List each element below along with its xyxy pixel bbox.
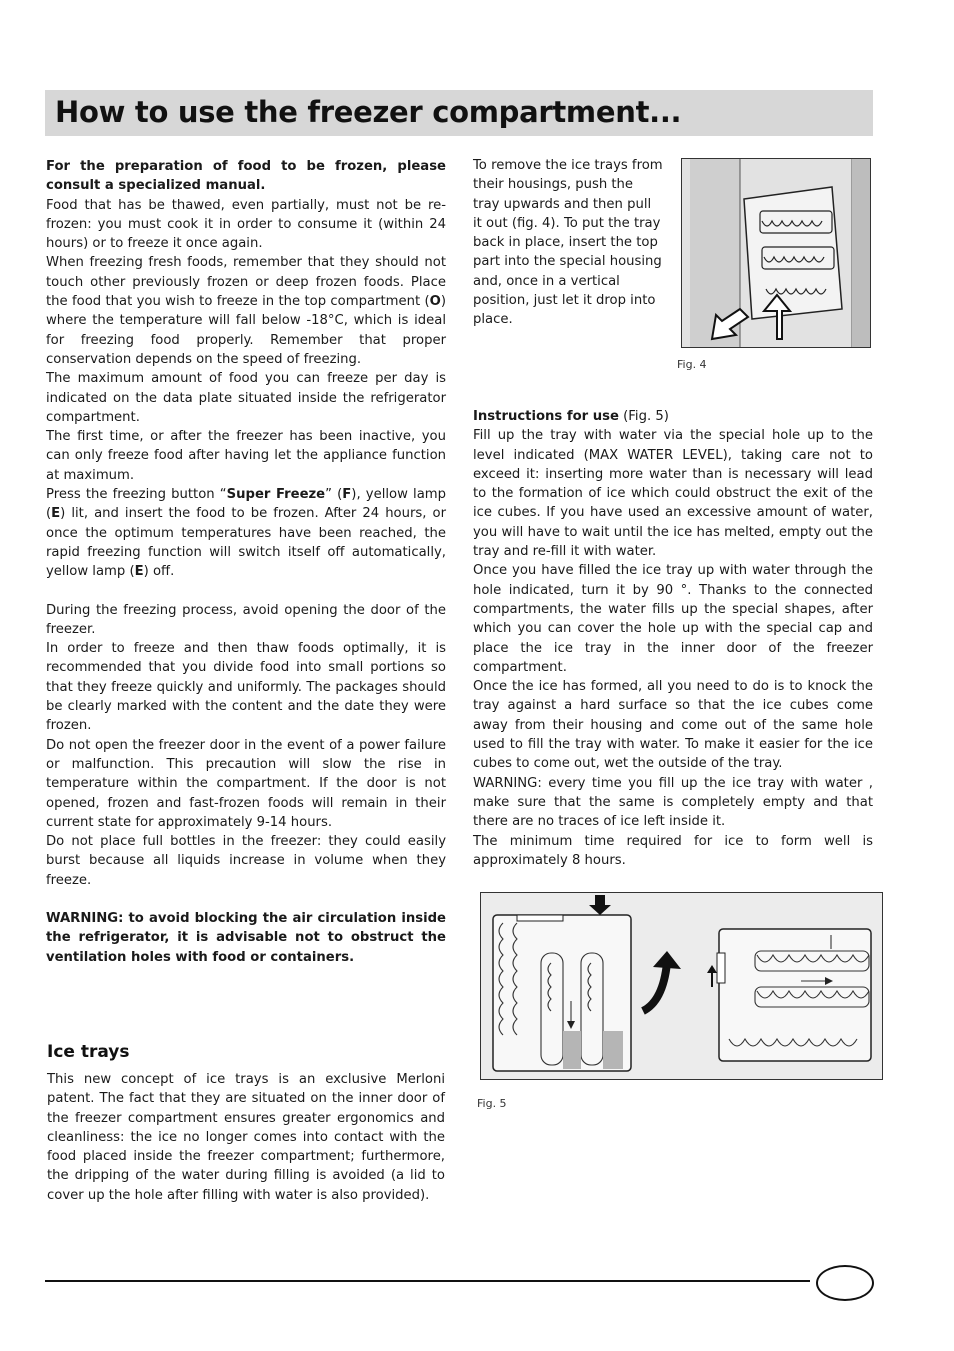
fig4-caption: Fig. 4 — [677, 358, 707, 371]
instructions-warning: WARNING: every time you fill up the ice tray with water , make sure that the same is completely empty and that there are no traces of ice left inside it. — [473, 775, 873, 830]
ice-trays-heading: Ice trays — [47, 1042, 130, 1062]
instructions-time: The minimum time required for ice to form well is approximately 8 hours. — [473, 833, 873, 868]
page-title: How to use the freezer compartment... — [55, 95, 682, 129]
paragraph-power-failure: Do not open the freezer door in the event of a power failure or malfunction. This precaution will slow the rise in temperature within the compartment. If the door is not opened, frozen and fast-frozen foods will remain in their current state for approximately 9-14 hours. — [46, 737, 446, 830]
intro-bold: For the preparation of food to be frozen, please consult a specialized manual. — [46, 159, 446, 194]
paragraph-first-time: The first time, or after the freezer has been inactive, you can only freeze food after having let the appliance function at maximum. — [46, 429, 446, 483]
left-column — [46, 157, 446, 967]
fig5-illustration — [480, 892, 883, 1080]
instructions-fill: Fill up the tray with water via the special hole up to the level indicated (MAX WATER LEVEL), taking care not to exceed it: inserting more water than is necessary will lead to the formation of ice which could obstruct the exit of the ice cubes. If you have used an excessive amount of water, you will have to wait until the ice has melted, empty out the tray and re-fill it with water. — [473, 428, 873, 560]
remove-trays-text: To remove the ice trays from their housings, push the tray upwards and then pull it out (fig. 4). To put the tray back in place, insert the top part into the special housing and, once in a vertical position, just let it drop into place. — [473, 158, 663, 328]
instructions-section — [473, 407, 873, 870]
instructions-turn: Once you have filled the ice tray up with water through the hole indicated, turn it by 90 °. Thanks to the connected compartments, the water fills up the special shapes, after which you can cover the hole up with the special cap and place the ice tray in the inner door of the freezer compartment. — [473, 563, 873, 675]
title-bar — [45, 90, 873, 136]
fig5-caption: Fig. 5 — [477, 1097, 507, 1110]
instructions-heading: Instructions for use (Fig. 5) — [473, 409, 669, 424]
warning-ventilation: WARNING: to avoid blocking the air circulation inside the refrigerator, it is advisable not to obstruct the ventilation holes with food or containers. — [46, 910, 446, 965]
paragraph-portions: In order to freeze and then thaw foods optimally, it is recommended that you divide food into small portions so that they freeze quickly and uniformly. The packages should be clearly marked with the content and the date they were frozen. — [46, 641, 446, 734]
paragraph-max-amount: The maximum amount of food you can freeze per day is indicated on the data plate situated inside the refrigerator compartment. — [46, 371, 446, 425]
page-number-oval — [816, 1265, 874, 1301]
paragraph-fresh-foods: When freezing fresh foods, remember that they should not touch other previously frozen or deep frozen foods. Place the food that you wish to freeze in the top compartment (O) where the temperature will fall below -18°C, which is ideal for freezing food properly. Remember that proper conservation depends on the speed of freezing. — [46, 255, 446, 367]
paragraph-thawed: Food that has be thawed, even partially, must not be re-frozen: you must cook it in order to consume it (within 24 hours) or to freeze it once again. — [46, 197, 446, 252]
ice-trays-body: This new concept of ice trays is an exclusive Merloni patent. The fact that they are situated on the inner door of the freezer compartment ensures greater ergonomics and cleanliness: the ice no longer comes into contact with the food placed inside the freezer compartment; furthermore, the dripping of the water during filling is avoided (a lid to cover up the hole after filling with water is also provided). — [47, 1072, 445, 1203]
paragraph-bottles: Do not place full bottles in the freezer: they could easily burst because all liquids increase in volume when they freeze. — [46, 834, 446, 888]
footer-rule — [45, 1280, 810, 1282]
instructions-knock: Once the ice has formed, all you need to do is to knock the tray against a hard surface so that the ice cubes come away from their housing and come out of the same hole used to fill the tray with water. To make it easier for the ice cubes to come out, wet the outside of the tray. — [473, 679, 873, 772]
paragraph-super-freeze: Press the freezing button “Super Freeze” (F), yellow lamp (E) lit, and insert the food to be frozen. After 24 hours, or once the optimum temperatures have been reached, the rapid freezing function will switch itself off automatically, yellow lamp (E) off. — [46, 487, 447, 580]
fig4-illustration — [681, 158, 871, 348]
paragraph-avoid-opening: During the freezing process, avoid opening the door of the freezer. — [46, 602, 446, 637]
